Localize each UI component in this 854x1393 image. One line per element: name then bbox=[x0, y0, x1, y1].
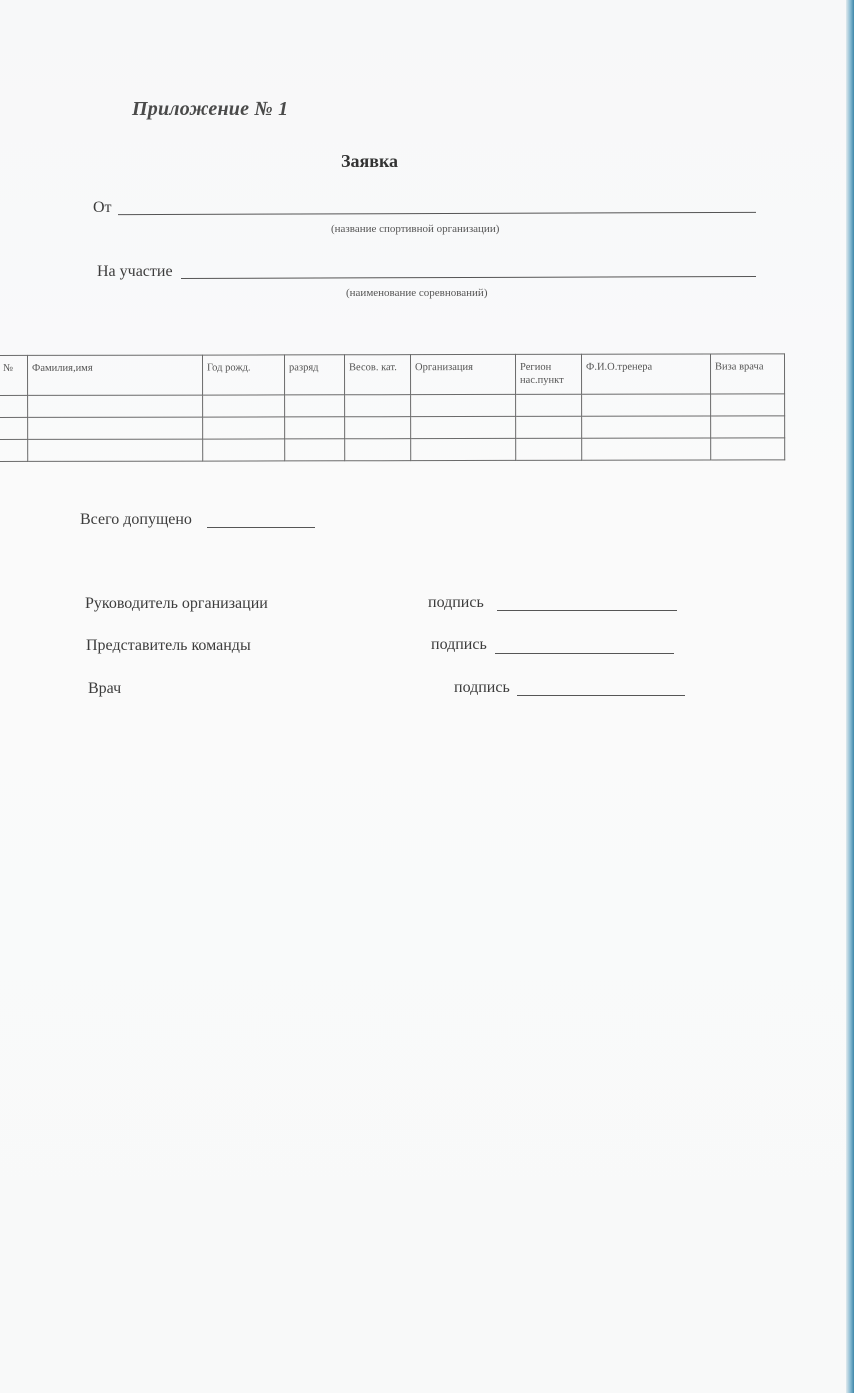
table-cell bbox=[345, 439, 411, 461]
table-header-row bbox=[0, 354, 785, 396]
col-header-rank: разряд bbox=[285, 355, 345, 395]
table-cell bbox=[411, 438, 516, 460]
total-admitted-label: Всего допущено bbox=[80, 511, 192, 528]
col-header-name: Фамилия,имя bbox=[28, 355, 203, 395]
table-cell bbox=[0, 395, 28, 417]
signature-role-head: Руководитель организации bbox=[85, 595, 268, 612]
table-row bbox=[0, 438, 785, 462]
participation-label: На участие bbox=[97, 263, 173, 280]
table-cell bbox=[28, 439, 203, 461]
table-cell bbox=[28, 395, 203, 417]
table-cell bbox=[711, 416, 785, 438]
total-admitted-fill-line bbox=[207, 527, 315, 528]
table-row bbox=[0, 394, 785, 418]
table-row bbox=[0, 416, 785, 440]
table-cell bbox=[582, 394, 711, 416]
signature-line-doctor bbox=[517, 695, 685, 696]
col-header-doctor-visa: Виза врача bbox=[710, 354, 784, 394]
page-edge bbox=[846, 0, 854, 1393]
table-cell bbox=[411, 416, 516, 438]
table-cell bbox=[582, 416, 711, 438]
signature-label-head: подпись bbox=[428, 594, 484, 611]
table-cell bbox=[0, 417, 28, 439]
table-cell bbox=[411, 394, 516, 416]
from-fill-line bbox=[118, 212, 756, 215]
participants-table bbox=[0, 353, 785, 462]
table-cell bbox=[285, 417, 345, 439]
table-cell bbox=[203, 439, 285, 461]
table-cell bbox=[345, 417, 411, 439]
participation-fill-line bbox=[181, 276, 756, 279]
from-label: От bbox=[93, 199, 112, 216]
table-cell bbox=[285, 395, 345, 417]
table-cell bbox=[711, 438, 785, 460]
table-cell bbox=[285, 439, 345, 461]
signature-label-representative: подпись bbox=[431, 636, 487, 653]
from-hint: (название спортивной организации) bbox=[331, 223, 500, 235]
col-header-birth-year: Год рожд. bbox=[203, 355, 285, 395]
signature-label-doctor: подпись bbox=[454, 679, 510, 696]
table-cell bbox=[582, 438, 711, 460]
col-header-number: № bbox=[0, 355, 28, 395]
appendix-label: Приложение № 1 bbox=[132, 98, 289, 120]
participation-hint: (наименование соревнований) bbox=[346, 287, 488, 299]
table-cell bbox=[203, 395, 285, 417]
signature-role-doctor: Врач bbox=[88, 680, 122, 697]
table-cell bbox=[203, 417, 285, 439]
col-header-region: Регион нас.пункт bbox=[515, 354, 581, 394]
signature-line-representative bbox=[495, 653, 674, 654]
table-cell bbox=[345, 395, 411, 417]
col-header-organization: Организация bbox=[411, 354, 516, 394]
table-cell bbox=[516, 394, 582, 416]
signature-line-head bbox=[497, 610, 677, 611]
table-cell bbox=[516, 438, 582, 460]
table-cell bbox=[28, 417, 203, 439]
signature-role-representative: Представитель команды bbox=[86, 637, 251, 654]
document-title: Заявка bbox=[341, 151, 399, 171]
table-cell bbox=[516, 416, 582, 438]
col-header-weight-category: Весов. кат. bbox=[345, 355, 411, 395]
table-cell bbox=[0, 439, 28, 461]
col-header-coach: Ф.И.О.тренера bbox=[581, 354, 710, 394]
table-cell bbox=[711, 394, 785, 416]
